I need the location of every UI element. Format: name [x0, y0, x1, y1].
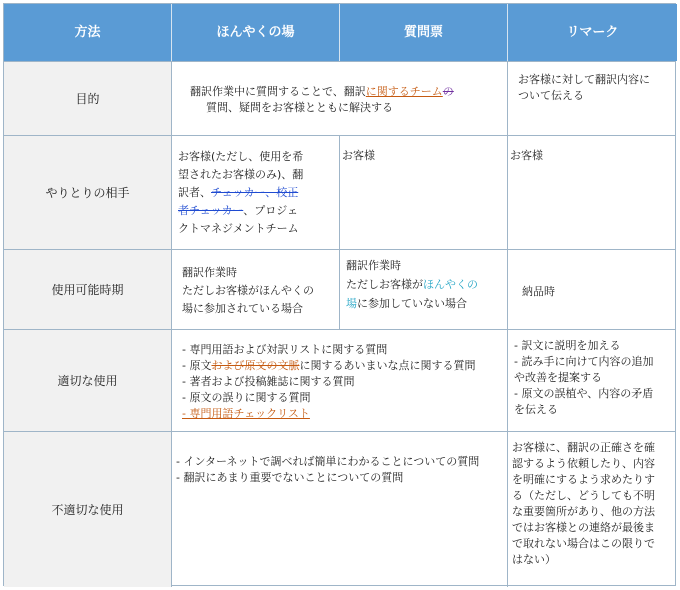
header-row	[4, 4, 675, 62]
improper-usage-merged-cell: - インターネットで調べれば簡単にわかることについての質問 - 翻訳にあまり重要でないことについての質問	[172, 432, 508, 587]
header-remark: リマーク	[508, 4, 677, 61]
timing-label: 使用可能時期	[4, 250, 172, 329]
partner-label: やりとりの相手	[4, 136, 172, 249]
improper-usage-row	[4, 432, 675, 587]
purpose-row	[4, 62, 675, 136]
proper-usage-label: 適切な使用	[4, 330, 172, 431]
purpose-line-1: 翻訳作業中に質問することで、翻訳に関するチームの	[190, 85, 454, 98]
partner-questionnaire: お客様	[340, 136, 508, 249]
proper-usage-row	[4, 330, 675, 432]
purpose-merged-cell	[172, 62, 508, 135]
purpose-remark: お客様に対して翻訳内容に ついて伝える	[518, 73, 650, 102]
header-questionnaire: 質問票	[340, 4, 508, 61]
comparison-table	[3, 3, 676, 586]
proper-usage-merged-cell: - 専門用語および対訳リストに関する質問 - 原文および原文の文脈に関するあいまいな点に関する質問 - 著者および投稿雑誌に関する質問 - 原文の誤りに関する質問 - 専門用語チェックリスト	[172, 330, 508, 431]
header-method: 方法	[4, 4, 172, 61]
partner-place: お客様(ただし、使用を希 望されたお客様のみ)、翻 訳者、チェッカー、校正 者チェッカー、プロジェ クトマネジメントチーム	[172, 136, 340, 249]
improper-usage-remark: お客様に、翻訳の正確さを確 認するよう依頼したり、内容 を明確にするよう求めたりす る（ただし、どうしても不明 な重要箇所があり、他の方法 ではお客様との連絡が最後ま で取れない場合はこの限りで はない）	[512, 441, 655, 566]
purpose-line-2: 質問、疑問をお客様とともに解決する	[206, 101, 393, 114]
partner-row	[4, 136, 675, 250]
proper-usage-remark: - 訳文に説明を加える - 読み手に向けて内容の追加 や改善を提案する - 原文の誤植や、内容の矛盾 を伝える	[514, 339, 654, 416]
timing-questionnaire: 翻訳作業時 ただしお客様がほんやくの 場に参加していない場合	[340, 250, 508, 329]
timing-remark: 納品時	[522, 285, 555, 298]
purpose-label: 目的	[4, 62, 172, 135]
timing-place: 翻訳作業時 ただしお客様がほんやくの 場に参加されている場合	[172, 250, 340, 329]
partner-remark: お客様	[510, 149, 543, 162]
timing-row	[4, 250, 675, 330]
header-honyaku-place: ほんやくの場	[172, 4, 340, 61]
improper-usage-label: 不適切な使用	[4, 432, 172, 587]
